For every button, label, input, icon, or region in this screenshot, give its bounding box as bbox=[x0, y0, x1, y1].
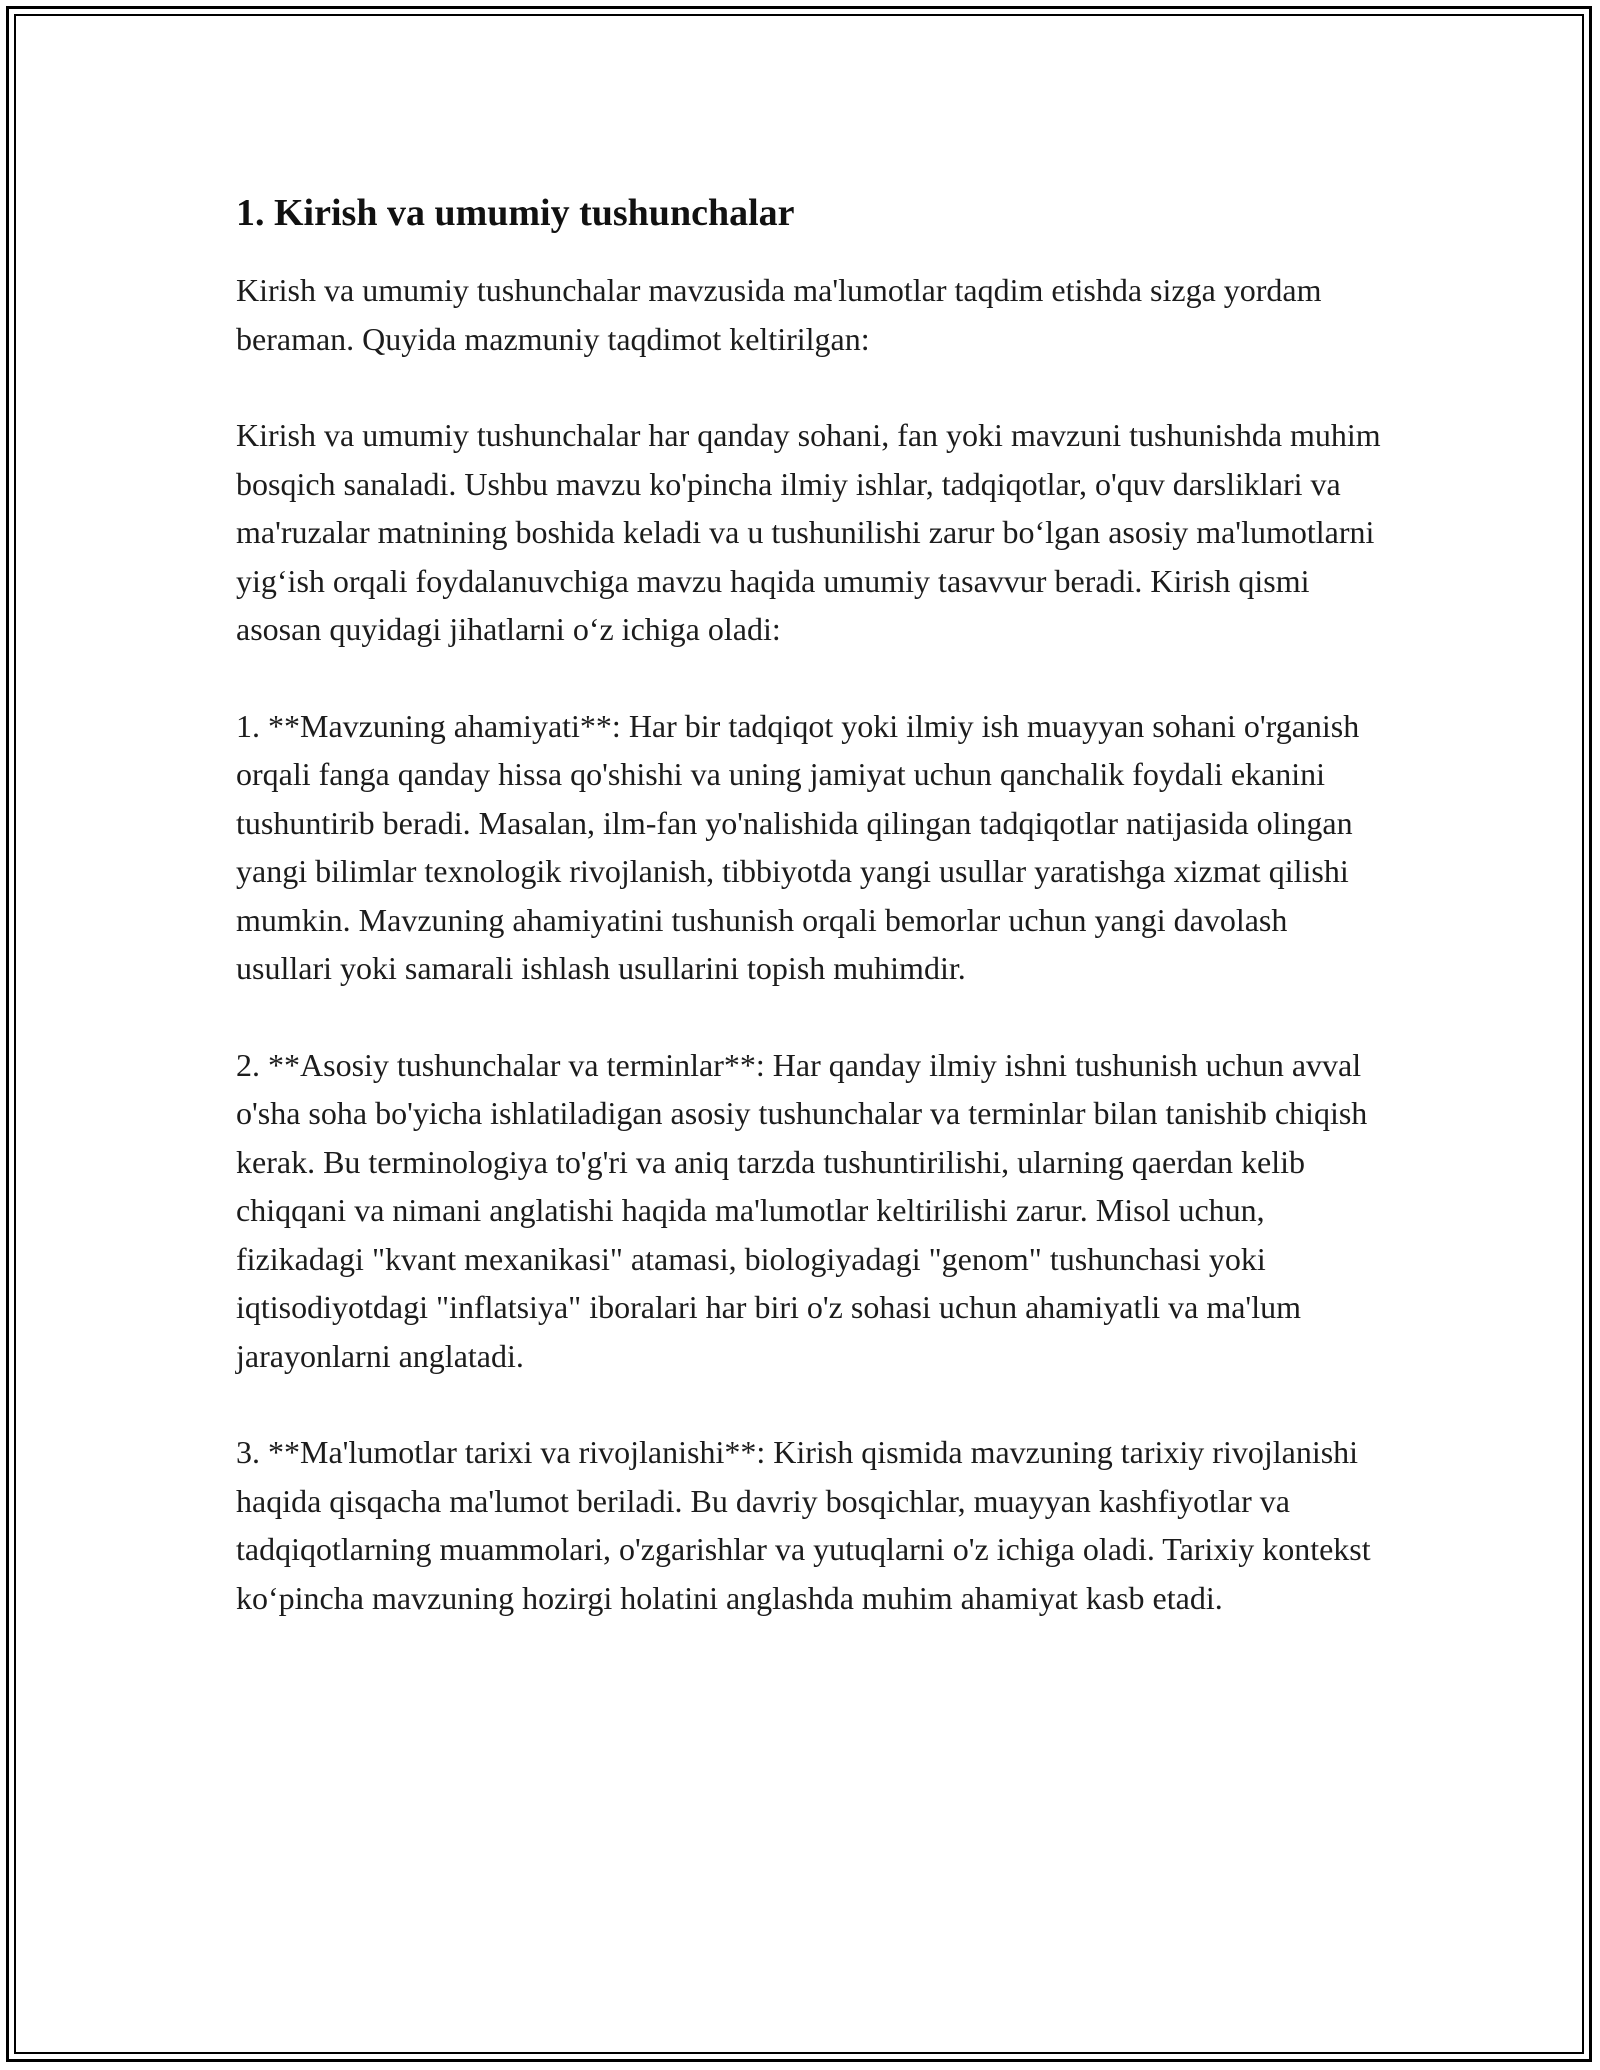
list-item-importance: 1. **Mavzuning ahamiyati**: Har bir tadqiqot yoki ilmiy ish muayyan sohani o'rganish orqali fanga qanday hissa qo'shishi va uning jamiyat uchun qanchalik foydali ekanini tushuntirib beradi. Masalan, ilm-fan yo'nalishida qilingan tadqiqotlar natijasida olingan yangi bilimlar texnologik rivojlanish, tibbiyotda yangi usullar yaratishga xizmat qilishi mumkin. Mavzuning ahamiyatini tushunish orqali bemorlar uchun yangi davolash usullari yoki samarali ishlash usullarini topish muhimdir. bbox=[236, 707, 1360, 986]
intro-paragraph: Kirish va umumiy tushunchalar mavzusida ma'lumotlar taqdim etishda sizga yordam beraman. Quyida mazmuniy taqdimot keltirilgan: bbox=[236, 272, 1322, 357]
document-body bbox=[236, 186, 1386, 1670]
section-heading: 1. Kirish va umumiy tushunchalar bbox=[236, 192, 795, 234]
overview-paragraph: Kirish va umumiy tushunchalar har qanday sohani, fan yoki mavzuni tushunishda muhim bosqich sanaladi. Ushbu mavzu ko'pincha ilmiy ishlar, tadqiqotlar, o'quv darsliklari va ma'ruzalar matnining boshida keladi va u tushunilishi zarur bo‘lgan asosiy ma'lumotlarni yig‘ish orqali foydalanuvchiga mavzu haqida umumiy tasavvur beradi. Kirish qismi asosan quyidagi jihatlarni o‘z ichiga oladi: bbox=[236, 417, 1381, 647]
list-item-terms: 2. **Asosiy tushunchalar va terminlar**: Har qanday ilmiy ishni tushunish uchun avval o'sha soha bo'yicha ishlatiladigan asosiy tushunchalar va terminlar bilan tanishib chiqish kerak. Bu terminologiya to'g'ri va aniq tarzda tushuntirilishi, ularning qaerdan kelib chiqqani va nimani anglatishi haqida ma'lumotlar keltirilishi zarur. Misol uchun, fizikadagi "kvant mexanikasi" atamasi, biologiyadagi "genom" tushunchasi yoki iqtisodiyotdagi "inflatsiya" iboralari har biri o'z sohasi uchun ahamiyatli va ma'lum jarayonlarni anglatadi. bbox=[236, 1046, 1368, 1374]
list-item-history: 3. **Ma'lumotlar tarixi va rivojlanishi**: Kirish qismida mavzuning tarixiy rivojlanishi haqida qisqacha ma'lumot beriladi. Bu davriy bosqichlar, muayyan kashfiyotlar va tadqiqotlarning muammolari, o'zgarishlar va yutuqlarni o'z ichiga oladi. Tarixiy kontekst ko‘pincha mavzuning hozirgi holatini anglashda muhim ahamiyat kasb etadi. bbox=[236, 1434, 1371, 1616]
